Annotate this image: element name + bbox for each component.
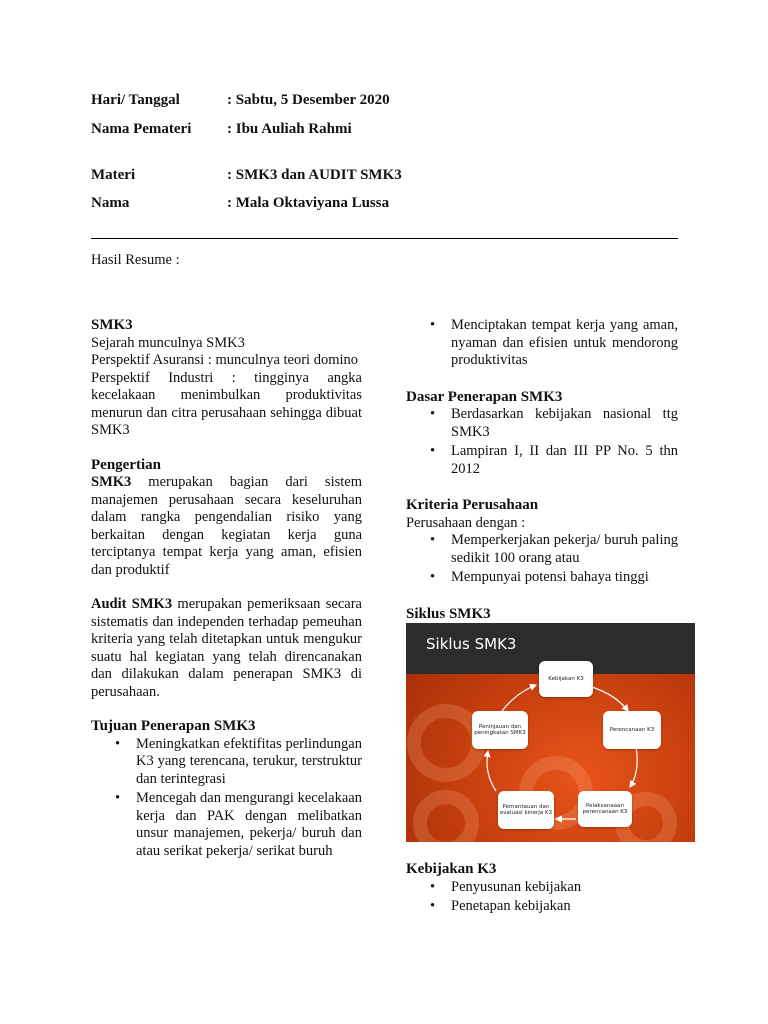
smk3-line: Sejarah munculnya SMK3 — [91, 334, 245, 351]
list-item: • Lampiran I, II dan III PP No. 5 thn 2012 — [406, 443, 678, 478]
kebijakan-section — [406, 861, 678, 918]
kriteria-heading: Kriteria Perusahaan — [406, 497, 539, 513]
dasar-list — [406, 406, 678, 478]
pengertian-heading: Pengertian — [91, 456, 161, 473]
tujuan-heading: Tujuan Penerapan SMK3 — [91, 718, 256, 734]
audit-term: Audit SMK3 — [91, 596, 173, 612]
resume-label: Hasil Resume : — [91, 252, 180, 268]
list-item: • Mencegah dan mengurangi kecelakaan kerja dan PAK dengan melibatkan unsur manajemen, pekerja/ buruh dan atau serikat pekerja/ serikat buruh — [91, 790, 362, 860]
presenter-label: Nama Pemateri — [91, 121, 192, 137]
cycle-box-peninjauan: Peninjauan dan peningkatan SMK3 — [472, 711, 528, 749]
header-divider — [91, 238, 678, 239]
material-label: Materi — [91, 167, 136, 183]
list-item: • Mempunyai potensi bahaya tinggi — [406, 569, 678, 587]
list-item: • Penyusunan kebijakan — [406, 879, 678, 897]
kebijakan-heading: Kebijakan K3 — [406, 861, 497, 877]
name-value: : Mala Oktaviyana Lussa — [227, 195, 390, 211]
material-value: : SMK3 dan AUDIT SMK3 — [227, 167, 402, 183]
smk3-line: Perspektif Asuransi : munculnya teori domino — [91, 352, 359, 368]
date-value: : Sabtu, 5 Desember 2020 — [227, 92, 390, 108]
pengertian-paragraph — [91, 474, 362, 579]
smk3-heading: SMK3 — [91, 317, 133, 333]
presenter-value: : Ibu Auliah Rahmi — [227, 121, 352, 137]
slide-title: Siklus SMK3 — [426, 635, 517, 653]
right-column — [406, 317, 678, 623]
left-column — [91, 317, 362, 862]
audit-paragraph — [91, 596, 362, 701]
kriteria-intro: Perusahaan dengan : — [406, 514, 526, 531]
siklus-heading: Siklus SMK3 — [406, 605, 491, 622]
pengertian-text: merupakan bagian dari sistem manajemen perusahaan secara keseluruhan dalam rangka pengendalian risiko yang berkaitan dengan kegiatan kerja guna terciptanya tempat kerja yang aman, efisien dan produktif — [91, 474, 362, 578]
cycle-box-pelaksanaan: Pelaksanaaan perencanaan K3 — [578, 791, 632, 827]
kriteria-list — [406, 532, 678, 587]
list-item: • Penetapan kebijakan — [406, 898, 678, 916]
tujuan-list — [91, 736, 362, 861]
audit-text: merupakan pemeriksaan secara sistematis dan independen terhadap pemeuhan kriteria yang telah ditetapkan untuk mengukur suatu hal kegiatan yang telah direncanakan dan dilakukan dalam penerapan SMK3 di perusahaan. — [91, 596, 362, 700]
siklus-diagram-image — [406, 623, 695, 842]
pengertian-term: SMK3 — [91, 474, 132, 490]
cycle-box-pemantauan: Pemantauan dan evaluasi kinerja K3 — [498, 791, 554, 829]
list-item: • Menciptakan tempat kerja yang aman, nyaman dan efisien untuk mendorong produktivitas — [406, 317, 678, 370]
date-label: Hari/ Tanggal — [91, 92, 180, 108]
kebijakan-list — [406, 879, 678, 916]
tujuan-list-continued — [406, 317, 678, 370]
list-item: • Meningkatkan efektifitas perlindungan K3 yang terencana, terukur, terstruktur dan terintegrasi — [91, 736, 362, 789]
cycle-box-perencanaan: Perencanaan K3 — [603, 711, 661, 749]
dasar-heading: Dasar Penerapan SMK3 — [406, 388, 563, 405]
smk3-line: Perspektif Industri : tingginya angka kecelakaan menimbulkan produktivitas menurun dan citra perusahaan sehingga dibuat SMK3 — [91, 369, 362, 438]
list-item: • Berdasarkan kebijakan nasional ttg SMK3 — [406, 406, 678, 441]
list-item: • Memperkerjakan pekerja/ buruh paling sedikit 100 orang atau — [406, 532, 678, 567]
cycle-box-kebijakan: Kebijakan K3 — [539, 661, 593, 697]
name-label: Nama — [91, 195, 130, 211]
